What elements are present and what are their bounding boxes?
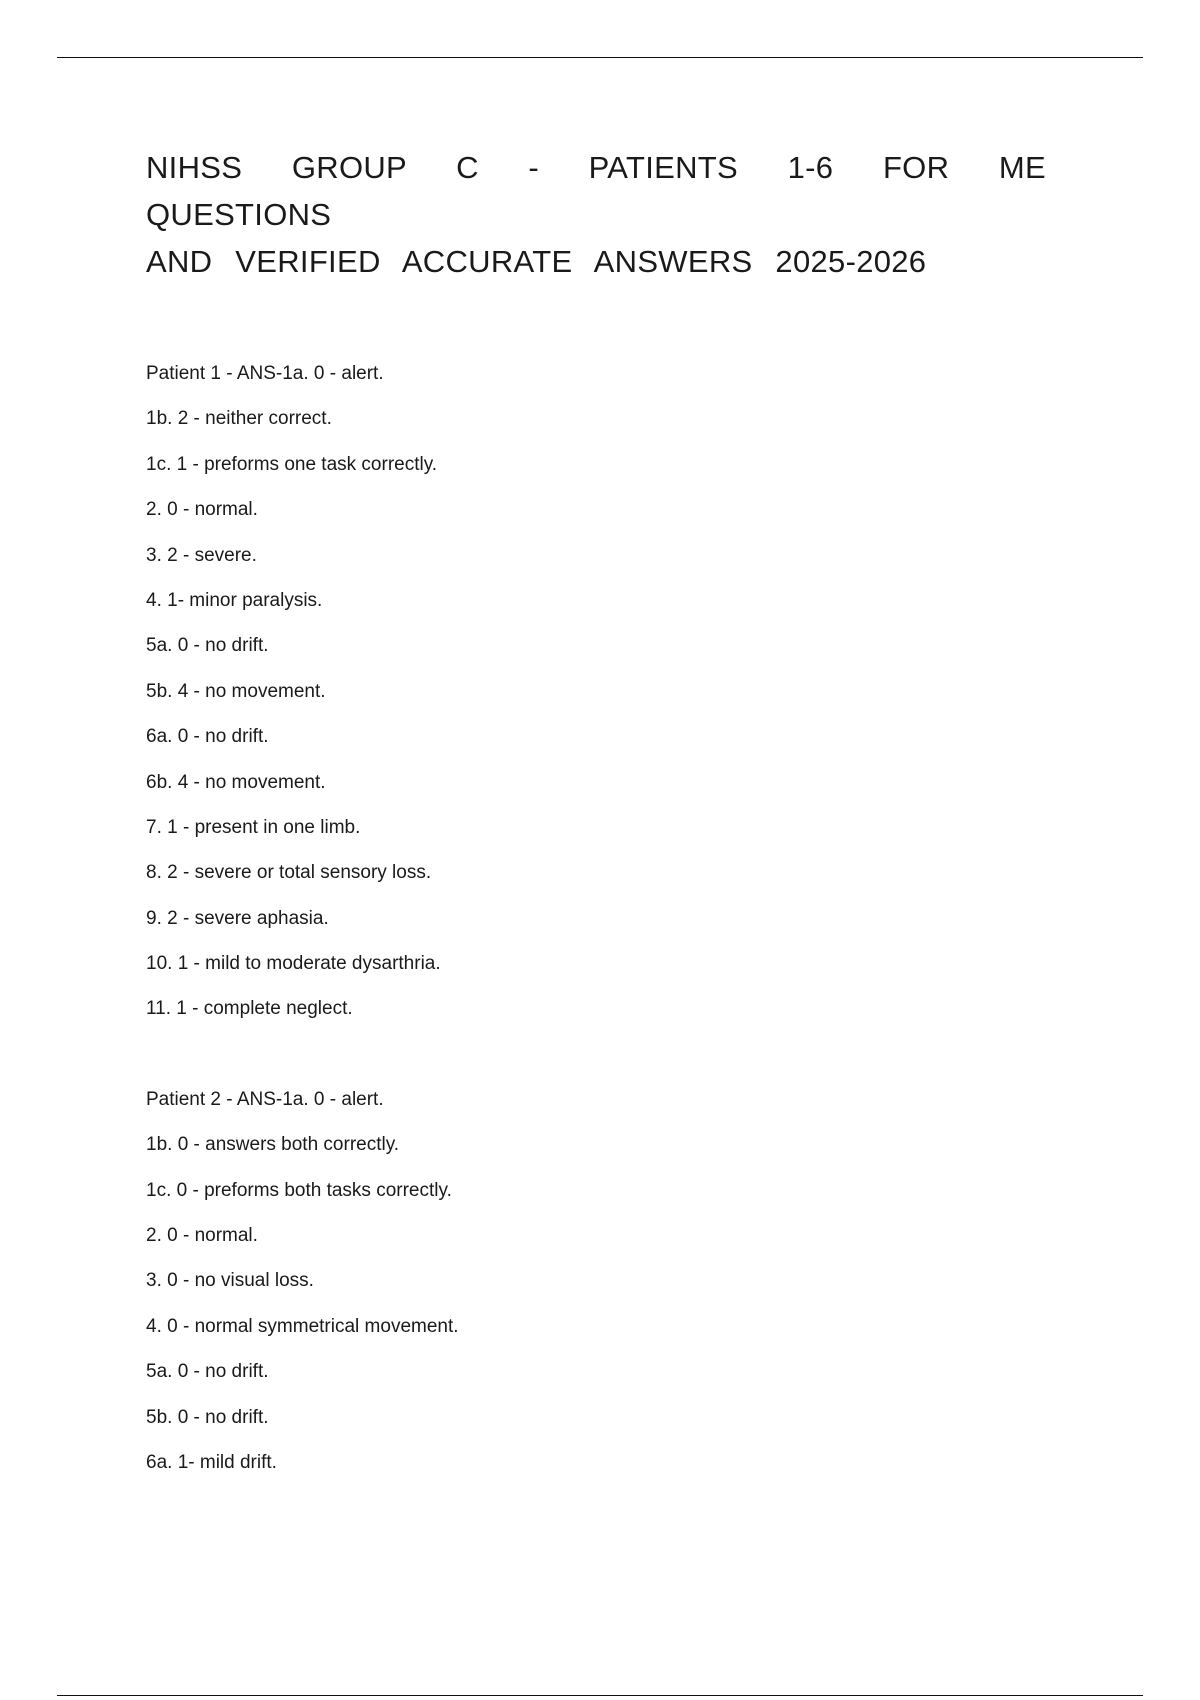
answer-line: 4. 1- minor paralysis. [146, 589, 323, 611]
answer-line: 8. 2 - severe or total sensory loss. [146, 862, 432, 884]
answer-line: 4. 0 - normal symmetrical movement. [146, 1315, 459, 1337]
header-rule [57, 57, 1143, 58]
patient-2-answers [146, 1077, 1046, 1486]
answer-line: Patient 1 - ANS-1a. 0 - alert. [146, 363, 384, 384]
answer-line: 3. 0 - no visual loss. [146, 1270, 314, 1292]
document-body [146, 144, 1046, 1485]
patient-1-answers [146, 351, 1046, 1032]
answer-line: 6a. 1- mild drift. [146, 1451, 277, 1473]
title-line-2: AND VERIFIED ACCURATE ANSWERS 2025-2026 [146, 244, 927, 279]
answer-line: 10. 1 - mild to moderate dysarthria. [146, 953, 441, 975]
answer-line: 1c. 0 - preforms both tasks correctly. [146, 1179, 452, 1201]
answer-line: 5b. 0 - no drift. [146, 1406, 269, 1428]
answer-line: 3. 2 - severe. [146, 544, 257, 566]
document-title [146, 144, 1046, 285]
answer-line: 1c. 1 - preforms one task correctly. [146, 453, 438, 475]
answer-line: 6b. 4 - no movement. [146, 771, 326, 793]
answer-line: 2. 0 - normal. [146, 1225, 258, 1247]
answer-line: 1b. 2 - neither correct. [146, 408, 332, 430]
answer-line: 9. 2 - severe aphasia. [146, 907, 329, 929]
answer-line: 5b. 4 - no movement. [146, 680, 326, 702]
answer-line: 7. 1 - present in one limb. [146, 816, 361, 838]
answer-line: 5a. 0 - no drift. [146, 635, 269, 657]
answer-line: 6a. 0 - no drift. [146, 726, 269, 748]
answer-line: 2. 0 - normal. [146, 499, 258, 521]
answer-line: 5a. 0 - no drift. [146, 1361, 269, 1383]
footer-rule [57, 1695, 1143, 1696]
answer-line: 1b. 0 - answers both correctly. [146, 1134, 400, 1156]
answer-line: Patient 2 - ANS-1a. 0 - alert. [146, 1088, 384, 1110]
title-line-1: NIHSS GROUP C - PATIENTS 1-6 FOR ME QUESTIONS [146, 150, 1046, 232]
answer-line: 11. 1 - complete neglect. [146, 998, 353, 1020]
